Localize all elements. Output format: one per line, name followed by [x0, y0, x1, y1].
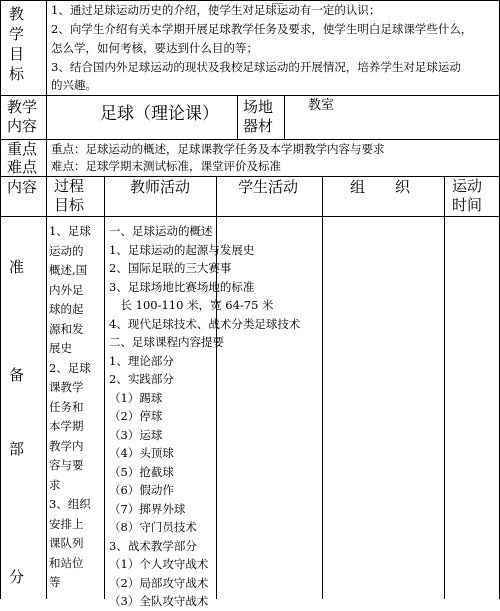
header-content: 内容 — [7, 178, 38, 196]
venue-value: 教室 — [308, 98, 335, 113]
teacher-activity-line: 一、足球运动的概述 — [109, 224, 213, 238]
objective-line: 3、结合国内外足球运动的现状及我校足球运动的开展情况，培养学生对足球运动 — [51, 60, 461, 74]
venue-label-divider-right — [284, 95, 285, 139]
venue-label-line-2: 器材 — [243, 117, 274, 135]
content-label-line-2: 内容 — [7, 117, 38, 135]
header-teacher-activity: 教师活动 — [130, 178, 191, 196]
teacher-activity-line: 1、足球运动的起源与发展史 — [109, 242, 255, 257]
key-point-line: 重点：足球运动的概述，足球课教学任务及本学期教学内容与要求 — [51, 142, 385, 156]
teacher-activity-line: 2、实践部分 — [109, 372, 174, 386]
process-goal-line: 和站位 — [49, 555, 84, 570]
process-goal-line: 安排上 — [49, 516, 84, 531]
header-time-line-1: 运动 — [452, 177, 483, 195]
content-label-line-1: 教学 — [7, 98, 38, 116]
process-column-divider — [104, 176, 105, 599]
teacher-activity-line: （8）守门员技术 — [109, 520, 197, 534]
key-points-label-line-2: 难点 — [7, 158, 38, 176]
objective-line: 怎么学，如何考核，要达到什么目的等； — [51, 41, 258, 55]
process-goal-line: 等 — [49, 575, 61, 589]
process-goal-line: 课队列 — [49, 536, 84, 550]
teacher-activity-line: 2、国际足联的三大赛事 — [109, 261, 232, 275]
prep-label-char-2: 备 — [9, 366, 25, 384]
teacher-activity-line: 1、理论部分 — [109, 353, 174, 368]
venue-label-line-1: 场地 — [243, 98, 274, 116]
teacher-activity-line: （2）停球 — [109, 409, 163, 423]
teacher-activity-line: 二、足球课程内容提要 — [109, 335, 224, 349]
label-column-divider — [46, 0, 47, 599]
header-time-line-2: 时间 — [452, 196, 483, 214]
row-divider-2 — [0, 139, 500, 140]
teacher-activity-line: （5）抢截球 — [109, 464, 174, 479]
prep-label-char-1: 准 — [9, 258, 25, 276]
objective-line: 2、向学生介绍有关本学期开展足球教学任务及要求，使学生明白足球课学些什么， — [51, 22, 473, 36]
key-points-label-line-1: 重点 — [7, 140, 38, 158]
teacher-activity-line: （1）踢球 — [109, 390, 163, 405]
org-column-divider — [444, 176, 445, 599]
objectives-label-char-3: 目 — [9, 45, 25, 63]
teacher-activity-line: （3）全队攻守战术 — [109, 594, 209, 608]
header-process-line-1: 过程 — [54, 177, 85, 195]
objective-line: 的兴趣。 — [51, 78, 97, 92]
teacher-activity-line: 3、战术教学部分 — [109, 538, 197, 553]
process-goal-line: 源和发 — [49, 321, 84, 336]
process-goal-line: 任务和 — [49, 399, 84, 414]
prep-label-char-3: 部 — [9, 440, 25, 458]
table-border-left — [0, 0, 1, 599]
teacher-activity-line: （1）个人攻守战术 — [109, 557, 209, 571]
process-goal-line: 教学内 — [49, 438, 84, 453]
venue-label-divider-left — [237, 95, 238, 139]
process-goal-line: 求 — [49, 477, 61, 492]
process-goal-line: 球的起 — [49, 302, 84, 316]
teacher-activity-line: 长 100-110 米，宽 64-75 米 — [109, 298, 274, 312]
teacher-activity-line: 4、现代足球技术、战术分类足球技术 — [109, 316, 301, 331]
row-divider-1 — [0, 95, 500, 96]
objectives-label-char-4: 标 — [9, 65, 25, 83]
teacher-activity-line: （6）假动作 — [109, 483, 174, 497]
row-divider-4 — [0, 216, 500, 217]
prep-label-char-4: 分 — [9, 568, 25, 586]
process-goal-line: 运动的 — [49, 243, 84, 258]
objective-line: 1、通过足球运动历史的介绍，使学生对足球运动有一定的认识； — [51, 3, 381, 17]
teacher-activity-line: （4）头顶球 — [109, 446, 174, 460]
process-goal-line: 1、足球 — [49, 224, 91, 238]
objectives-label-char-1: 教 — [9, 5, 25, 23]
process-goal-list — [49, 222, 91, 593]
table-border-top — [0, 0, 500, 1]
process-goal-line: 课教学 — [49, 380, 84, 394]
process-goal-line: 内外足 — [49, 282, 84, 297]
process-goal-line: 容与要 — [49, 458, 84, 472]
student-column-divider — [322, 176, 323, 599]
process-goal-line: 展史 — [49, 341, 72, 355]
objectives-label-char-2: 学 — [9, 25, 25, 43]
process-goal-line: 2、足球 — [49, 360, 91, 375]
teacher-activity-line: 3、足球场地比赛场地的标准 — [109, 279, 255, 294]
teacher-activity-list — [109, 222, 300, 611]
teacher-activity-line: （2）局部攻守战术 — [109, 575, 209, 590]
process-goal-line: 3、组织 — [49, 497, 91, 511]
teacher-activity-line: （3）运球 — [109, 427, 163, 442]
key-point-line: 难点：足球学期末测试标准，课堂评价及标准 — [51, 159, 281, 173]
header-student-activity: 学生活动 — [238, 178, 299, 196]
process-goal-line: 本学期 — [49, 419, 84, 433]
lesson-topic: 足球（理论课） — [100, 104, 219, 124]
process-goal-line: 概述,国 — [49, 263, 88, 277]
teacher-activity-line: （7）掷界外球 — [109, 501, 186, 516]
header-process-line-2: 目标 — [54, 196, 85, 214]
header-organization: 组 织 — [350, 178, 411, 196]
